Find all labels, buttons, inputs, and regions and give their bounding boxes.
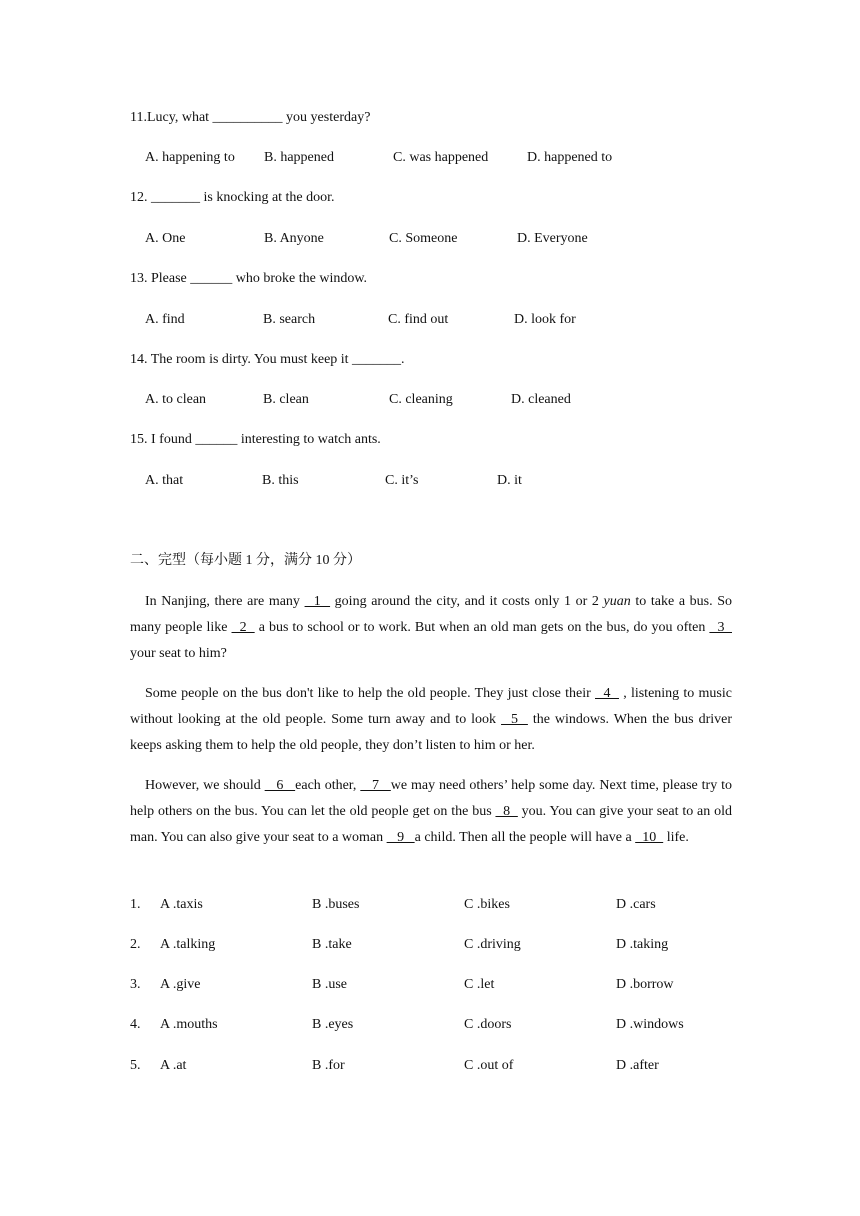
paragraph-text: your seat to him? [130, 646, 227, 661]
item-number: 3. [130, 977, 141, 992]
option-d: D .after [616, 1058, 659, 1073]
blank-1: 1 [304, 594, 331, 609]
blank-6: 6 [264, 778, 296, 793]
item-number: 1. [130, 897, 141, 912]
paragraph-text: Some people on the bus don't like to help the old people. They just close their [145, 686, 595, 701]
item-number: 2. [130, 937, 141, 952]
section-title: 二、完型（每小题 1 分，满分 10 分） [130, 553, 361, 568]
option-c: C .doors [464, 1017, 512, 1032]
paragraph-text: In Nanjing, there are many [145, 594, 305, 609]
option-b: B. search [263, 312, 316, 327]
item-number: 5. [130, 1058, 141, 1073]
option-a: A. One [145, 231, 186, 246]
option-c: C .out of [464, 1058, 514, 1073]
option-c: C. cleaning [389, 392, 453, 407]
option-b: B. this [262, 473, 299, 488]
paragraph-text: each other, [295, 778, 361, 793]
option-b: B. happened [264, 150, 334, 165]
option-a: A .at [160, 1058, 187, 1073]
paragraph-text: life. [663, 830, 689, 845]
blank-7: 7 [360, 778, 391, 793]
question-stem: 13. Please ______ who broke the window. [130, 271, 368, 286]
option-b: B. clean [263, 392, 309, 407]
option-d: D. cleaned [511, 392, 571, 407]
option-b: B .for [312, 1058, 345, 1073]
blank-10: 10 [635, 830, 664, 845]
option-c: C. it’s [385, 473, 419, 488]
paragraph-text: a bus to school or to work. But when an old man gets on the bus, do you often [254, 620, 710, 635]
cloze-paragraph-3 [130, 773, 732, 851]
option-b: B .eyes [312, 1017, 354, 1032]
question-stem: 12. _______ is knocking at the door. [130, 190, 335, 205]
option-d: D. happened to [527, 150, 613, 165]
option-d: D .borrow [616, 977, 674, 992]
option-b: B .take [312, 937, 352, 952]
paragraph-text: we may need others’ help some day. Next time, please try to help others on the bus. You can let the old people get on the bus [130, 778, 733, 819]
option-c: C. Someone [389, 231, 458, 246]
italic-word: yuan [603, 594, 631, 609]
option-a: A. happening to [145, 150, 235, 165]
question-stem: 14. The room is dirty. You must keep it _______. [130, 352, 405, 367]
blank-9: 9 [386, 830, 415, 845]
blank-5: 5 [501, 712, 528, 727]
option-d: D .cars [616, 897, 656, 912]
option-c: C .bikes [464, 897, 510, 912]
option-b: B. Anyone [264, 231, 324, 246]
option-a: A .taxis [160, 897, 203, 912]
option-c: C. was happened [393, 150, 489, 165]
option-a: A .give [160, 977, 201, 992]
cloze-paragraph-1 [130, 589, 732, 667]
option-a: A. that [145, 473, 184, 488]
question-stem: 15. I found ______ interesting to watch ants. [130, 432, 381, 447]
cloze-paragraph-2 [130, 681, 732, 759]
paragraph-text: going around the city, and it costs only 1 or 2 [330, 594, 604, 609]
option-d: D. look for [514, 312, 576, 327]
paragraph-text: to take a bus. So many people like [130, 594, 733, 635]
option-a: A. to clean [145, 392, 207, 407]
paragraph-text: you. You can give your seat to an old man. You can also give your seat to a woman [130, 804, 732, 845]
blank-2: 2 [231, 620, 255, 635]
option-a: A .talking [160, 937, 216, 952]
option-c: C. find out [388, 312, 449, 327]
blank-8: 8 [495, 804, 518, 819]
option-d: D .windows [616, 1017, 684, 1032]
paragraph-text: , listening to music without looking at the old people. Some turn away and to look [130, 686, 732, 727]
option-b: B .buses [312, 897, 360, 912]
item-number: 4. [130, 1017, 141, 1032]
paragraph-text: However, we should [145, 778, 265, 793]
option-b: B .use [312, 977, 347, 992]
question-stem: 11.Lucy, what __________ you yesterday? [130, 110, 371, 125]
option-d: D. Everyone [517, 231, 588, 246]
blank-4: 4 [595, 686, 619, 701]
option-a: A .mouths [160, 1017, 218, 1032]
option-c: C .driving [464, 937, 521, 952]
option-a: A. find [145, 312, 185, 327]
option-d: D .taking [616, 937, 669, 952]
option-d: D. it [497, 473, 522, 488]
blank-3: 3 [709, 620, 732, 635]
paragraph-text: a child. Then all the people will have a [414, 830, 636, 845]
option-c: C .let [464, 977, 495, 992]
paragraph-text: the windows. When the bus driver keeps asking them to help the old people, they don’t listen to him or her. [130, 712, 732, 753]
